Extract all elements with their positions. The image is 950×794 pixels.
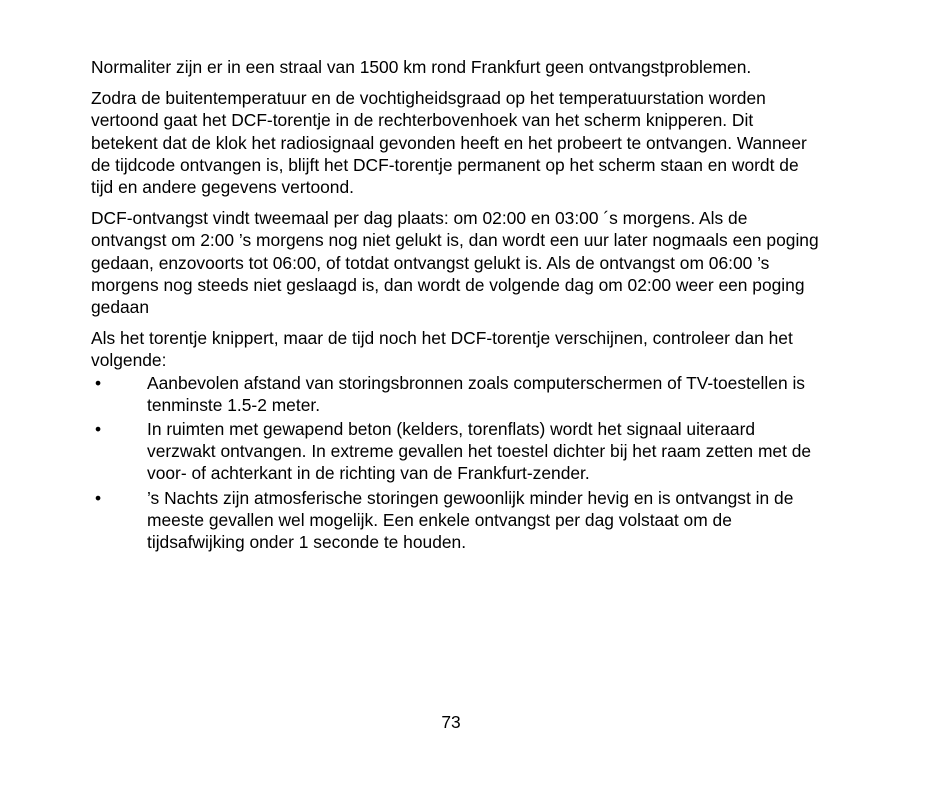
list-item	[91, 418, 821, 485]
list-item	[91, 372, 821, 416]
paragraph-reception-schedule: DCF-ontvangst vindt tweemaal per dag plaats: om 02:00 en 03:00 ´s morgens. Als de ontvangst om 2:00 ’s morgens nog niet gelukt is, dan wordt een uur later nogmaals een poging gedaan, enzovoorts tot 06:00, of totdat ontvangst gelukt is. Als de ontvangst om 06:00 ’s morgens nog steeds niet geslaagd is, dan wordt de volgende dag om 02:00 weer een poging gedaan	[91, 208, 819, 318]
list-item-text: ’s Nachts zijn atmosferische storingen gewoonlijk minder hevig en is ontvangst in de meeste gevallen wel mogelijk. Een enkele ontvangst per dag volstaat om de tijdsafwijking onder 1 seconde te houden.	[147, 487, 794, 553]
list-item-text: Aanbevolen afstand van storingsbronnen zoals computerschermen of TV-toestellen is tenminste 1.5-2 meter.	[147, 372, 806, 415]
paragraph-dcf-tower-blinking: Zodra de buitentemperatuur en de vochtigheidsgraad op het temperatuurstation worden vertoond gaat het DCF-torentje in de rechterbovenhoek van het scherm knipperen. Dit betekent dat de klok het radiosignaal gevonden heeft en het probeert te ontvangen. Wanneer de tijdcode ontvangen is, blijft het DCF-torentje permanent op het scherm staan en wordt de tijd en andere gegevens vertoond.	[91, 88, 807, 198]
paragraph-check-following: Als het torentje knippert, maar de tijd noch het DCF-torentje verschijnen, controleer dan het volgende:	[91, 328, 793, 371]
document-body	[91, 56, 821, 555]
bullet-icon: •	[94, 419, 102, 440]
paragraph-reception-range: Normaliter zijn er in een straal van 1500 km rond Frankfurt geen ontvangstproblemen.	[91, 57, 752, 77]
bullet-icon: •	[94, 372, 102, 393]
checklist	[91, 372, 821, 554]
bullet-icon: •	[94, 487, 102, 508]
list-item-text: In ruimten met gewapend beton (kelders, torenflats) wordt het signaal uiteraard verzwakt ontvangen. In extreme gevallen het toestel dichter bij het raam zetten met de voor- of achterkant in de richting van de Frankfurt-zender.	[147, 419, 812, 484]
list-item	[91, 487, 821, 554]
page-number: 73	[441, 712, 461, 732]
